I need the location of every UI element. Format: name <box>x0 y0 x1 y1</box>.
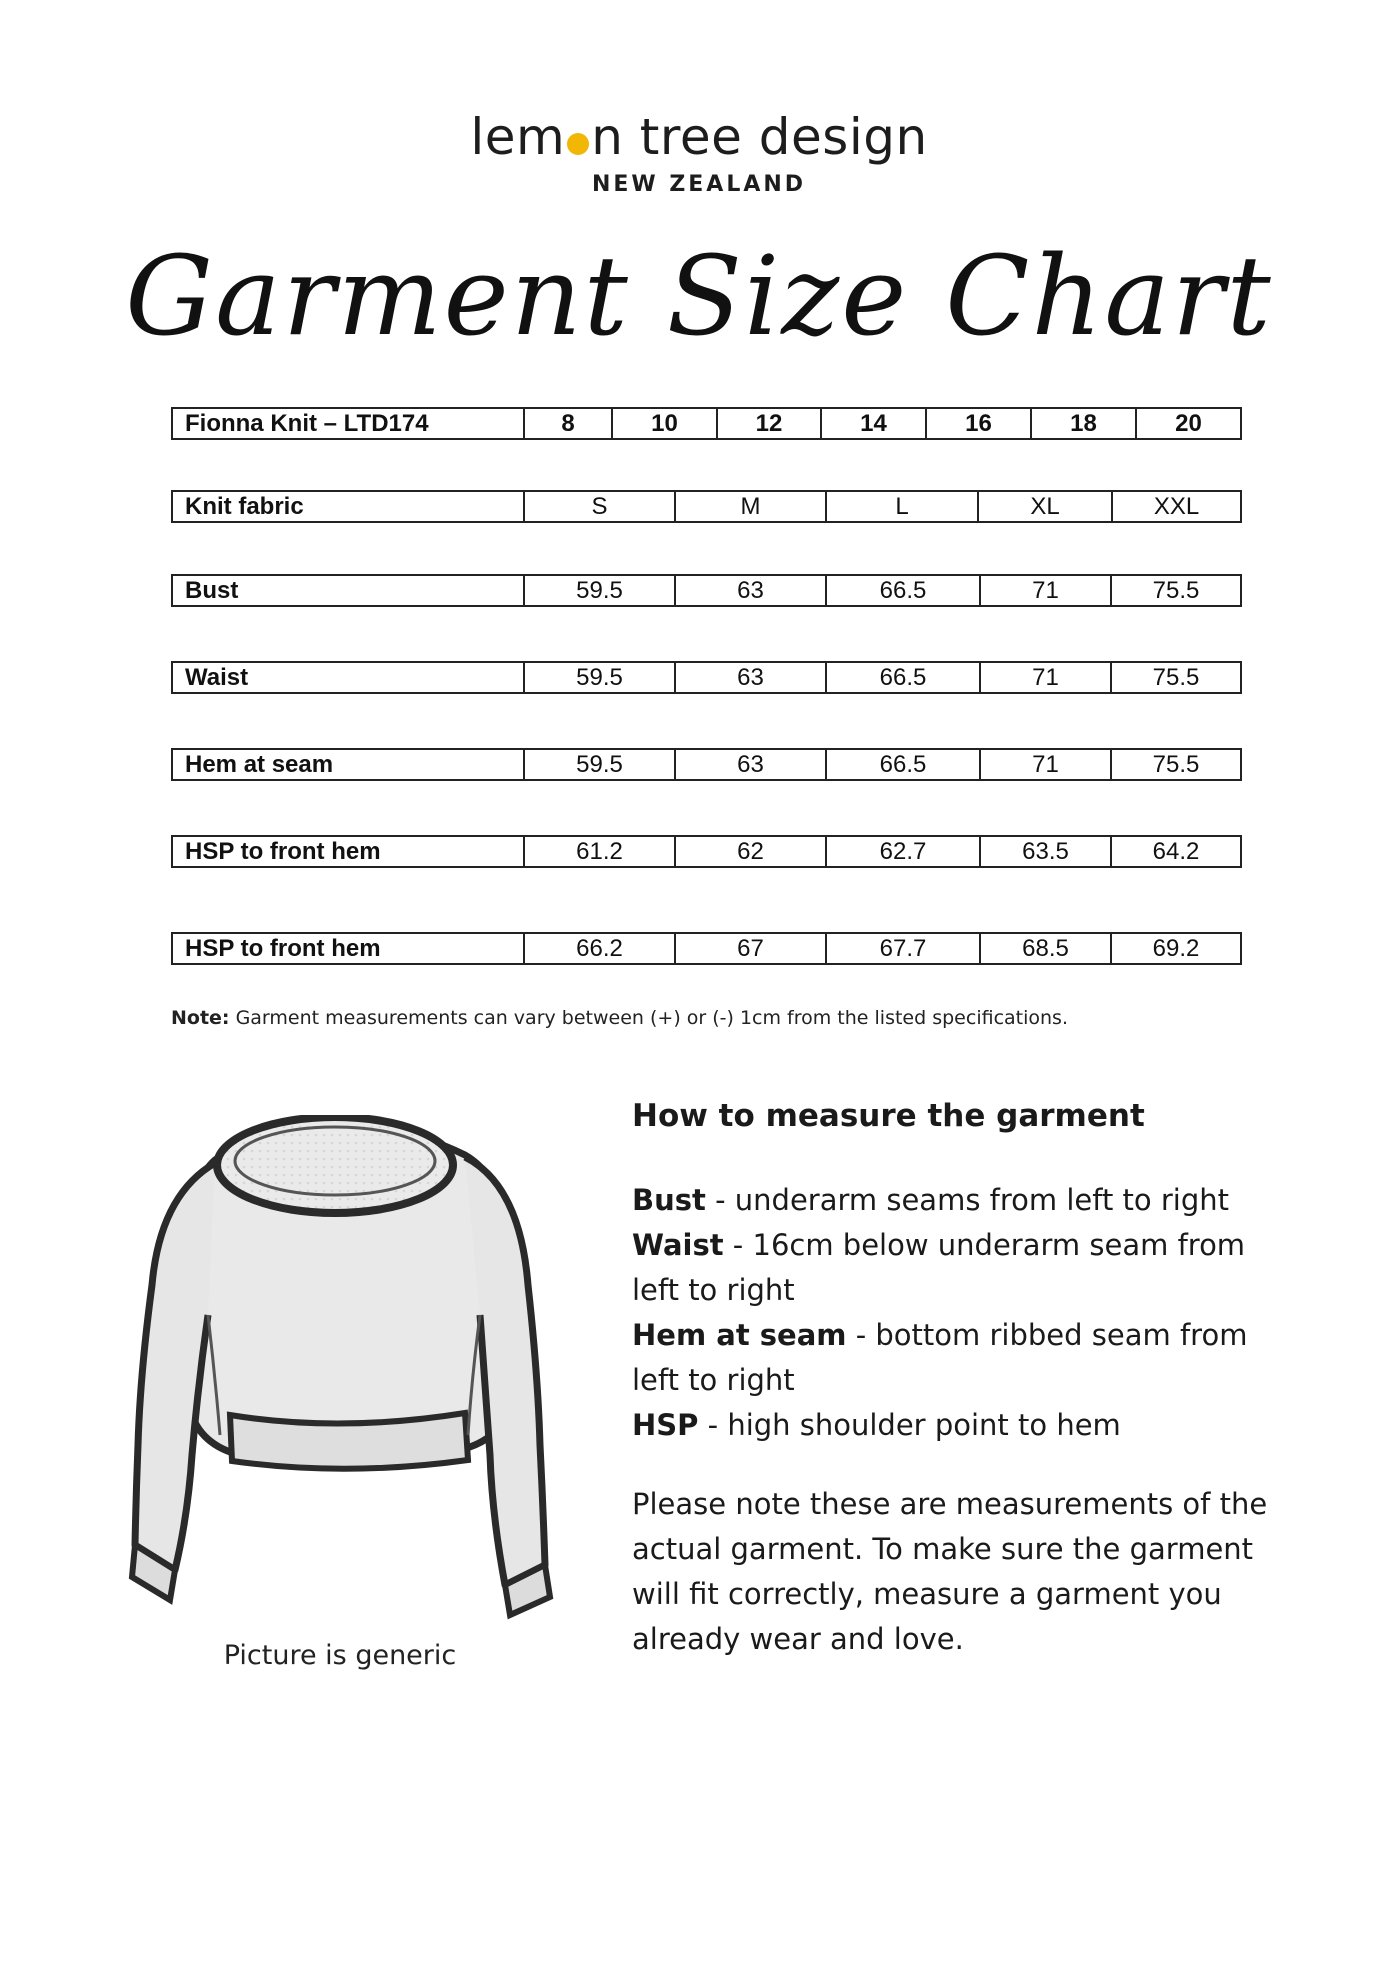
measurement-label: HSP to front hem <box>172 933 524 964</box>
measurement-note <box>171 1007 1068 1029</box>
fabric-size-cell: L <box>826 491 978 522</box>
size-cell: 12 <box>717 408 821 439</box>
measure-desc: - high shoulder point to hem <box>698 1408 1121 1442</box>
measurement-value: 66.5 <box>826 575 980 606</box>
table-row <box>172 933 1241 964</box>
fabric-size-cell: S <box>524 491 675 522</box>
measurement-value: 67 <box>675 933 826 964</box>
measurement-value: 63 <box>675 749 826 780</box>
measurement-value: 71 <box>980 662 1111 693</box>
measurement-label: HSP to front hem <box>172 836 524 867</box>
table-row <box>172 575 1241 606</box>
page-title: Garment Size Chart <box>125 232 1273 360</box>
brand-name-left: lem <box>470 108 566 166</box>
measurement-value: 75.5 <box>1111 662 1241 693</box>
list-item <box>632 1223 1272 1313</box>
size-cell: 20 <box>1136 408 1241 439</box>
measurement-value: 67.7 <box>826 933 980 964</box>
size-cell: 8 <box>524 408 612 439</box>
note-label: Note: <box>171 1007 230 1029</box>
illustration-caption: Picture is generic <box>223 1640 457 1671</box>
table-row <box>172 408 1241 439</box>
brand-logo <box>0 108 1398 197</box>
measure-term: Waist <box>632 1228 724 1262</box>
fabric-size-table <box>171 490 1242 523</box>
fabric-label: Knit fabric <box>172 491 524 522</box>
list-item <box>632 1403 1272 1448</box>
size-cell: 18 <box>1031 408 1136 439</box>
measure-term: Hem at seam <box>632 1318 847 1352</box>
measurement-table-hsp-2 <box>171 932 1242 965</box>
lemon-dot-icon <box>567 133 589 155</box>
measurement-label: Bust <box>172 575 524 606</box>
fabric-size-cell: XXL <box>1112 491 1241 522</box>
note-text: Garment measurements can vary between (+) or (-) 1cm from the listed specifications. <box>229 1007 1068 1029</box>
measurement-table-hem <box>171 748 1242 781</box>
how-to-measure-title: How to measure the garment <box>632 1098 1145 1134</box>
table-row <box>172 749 1241 780</box>
measurement-value: 69.2 <box>1111 933 1241 964</box>
measurement-value: 68.5 <box>980 933 1111 964</box>
sweater-illustration-icon <box>120 1115 560 1635</box>
measurement-value: 75.5 <box>1111 749 1241 780</box>
measure-desc: - underarm seams from left to right <box>705 1183 1230 1217</box>
brand-country: NEW ZEALAND <box>591 172 807 197</box>
measurement-value: 63 <box>675 662 826 693</box>
measure-term: HSP <box>632 1408 699 1442</box>
list-item <box>632 1313 1272 1403</box>
list-item <box>632 1178 1272 1223</box>
brand-name <box>0 108 1398 166</box>
measurement-value: 66.5 <box>826 662 980 693</box>
measurement-label: Waist <box>172 662 524 693</box>
table-row <box>172 491 1241 522</box>
measurement-table-waist <box>171 661 1242 694</box>
measurement-table-hsp-1 <box>171 835 1242 868</box>
measurement-value: 59.5 <box>524 575 675 606</box>
measurement-value: 63 <box>675 575 826 606</box>
measurement-value: 59.5 <box>524 749 675 780</box>
size-cell: 16 <box>926 408 1031 439</box>
measurement-value: 71 <box>980 575 1111 606</box>
measurement-value: 62.7 <box>826 836 980 867</box>
table-row <box>172 662 1241 693</box>
measurement-value: 59.5 <box>524 662 675 693</box>
how-to-measure-section <box>632 1098 1272 1662</box>
measurement-value: 71 <box>980 749 1111 780</box>
size-cell: 10 <box>612 408 717 439</box>
measurement-value: 63.5 <box>980 836 1111 867</box>
size-header-table <box>171 407 1242 440</box>
measure-desc: - bottom ribbed seam from left to right <box>632 1318 1248 1397</box>
measure-desc: - 16cm below underarm seam from left to right <box>632 1228 1246 1307</box>
product-label: Fionna Knit – LTD174 <box>172 408 524 439</box>
measure-term: Bust <box>632 1183 706 1217</box>
measurement-value: 61.2 <box>524 836 675 867</box>
measurement-value: 66.5 <box>826 749 980 780</box>
measurement-label: Hem at seam <box>172 749 524 780</box>
size-cell: 14 <box>821 408 926 439</box>
measurement-value: 75.5 <box>1111 575 1241 606</box>
measurement-table-bust <box>171 574 1242 607</box>
fabric-size-cell: XL <box>978 491 1112 522</box>
fabric-size-cell: M <box>675 491 826 522</box>
table-row <box>172 836 1241 867</box>
closing-note: Please note these are measurements of the actual garment. To make sure the garment will fit correctly, measure a garment you already wear and love. <box>632 1487 1268 1656</box>
brand-name-right: n tree design <box>591 108 928 166</box>
measurement-value: 64.2 <box>1111 836 1241 867</box>
measurement-value: 62 <box>675 836 826 867</box>
measurement-value: 66.2 <box>524 933 675 964</box>
